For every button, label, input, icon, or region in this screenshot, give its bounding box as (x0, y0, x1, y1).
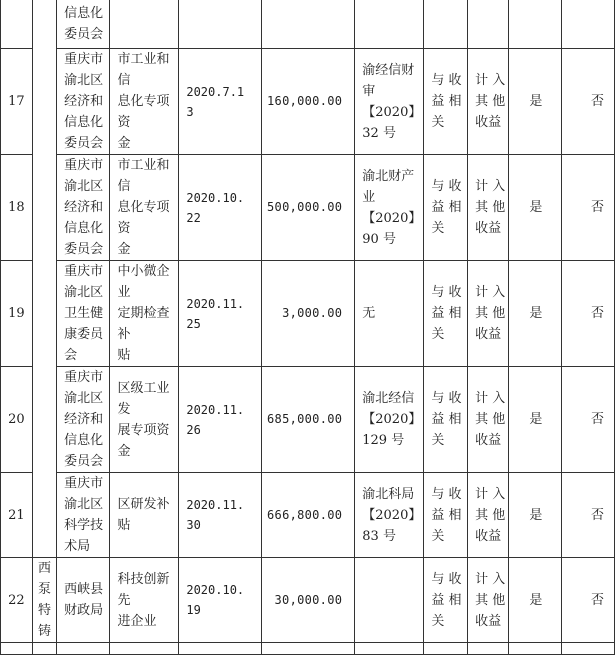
document-cell: 渝北财产 业【2020】 90 号 (355, 155, 424, 261)
department-cell: 信息化 委员会 (57, 0, 110, 49)
yes-cell: 是 (509, 261, 562, 367)
department-cell: 重庆市 渝北区 经济和 信息化 委员会 (57, 49, 110, 155)
no-cell: 否 (562, 473, 615, 558)
item-cell: 区研发补贴 (110, 473, 179, 558)
item-cell (110, 643, 179, 655)
no-cell: 否 (562, 49, 615, 155)
item-cell: 市工业和信 息化专项资 金 (110, 49, 179, 155)
no-cell: 否 (562, 367, 615, 473)
amount-cell (262, 0, 355, 49)
relation-cell: 与 收 益 相 关 (424, 49, 468, 155)
date-cell (179, 643, 262, 655)
row-number-cell: 22 (1, 558, 33, 643)
department-cell: 重庆市 渝北区 科学技 术局 (57, 473, 110, 558)
accounting-cell (468, 0, 509, 49)
yes-cell: 是 (509, 558, 562, 643)
item-cell: 中小微企业 定期检查补 贴 (110, 261, 179, 367)
table-row (1, 0, 615, 49)
document-cell: 渝北科局 【2020】 83 号 (355, 473, 424, 558)
amount-cell: 30,000.00 (262, 558, 355, 643)
no-cell: 否 (562, 261, 615, 367)
department-cell: 西峡县 财政局 (57, 558, 110, 643)
amount-cell: 685,000.00 (262, 367, 355, 473)
accounting-cell: 计 入 其 他 收益 (468, 49, 509, 155)
row-number-cell: 17 (1, 49, 33, 155)
item-cell: 区级工业发 展专项资金 (110, 367, 179, 473)
amount-cell: 500,000.00 (262, 155, 355, 261)
document-cell (355, 0, 424, 49)
accounting-cell: 计 入 其 他 收益 (468, 558, 509, 643)
date-cell: 2020.11. 30 (179, 473, 262, 558)
document-cell: 渝北经信 【2020】 129 号 (355, 367, 424, 473)
accounting-cell: 计 入 其 他 收益 (468, 261, 509, 367)
document-cell: 无 (355, 261, 424, 367)
no-cell (562, 643, 615, 655)
region-cell: 西 泵 特 铸 (32, 558, 56, 643)
date-cell: 2020.11. 25 (179, 261, 262, 367)
accounting-cell: 计 入 其 他 收益 (468, 367, 509, 473)
table-row (1, 558, 615, 643)
relation-cell: 与 收 益 相 关 (424, 261, 468, 367)
yes-cell: 是 (509, 367, 562, 473)
date-cell: 2020.10. 22 (179, 155, 262, 261)
amount-cell: 666,800.00 (262, 473, 355, 558)
relation-cell: 与 收 益 相 关 (424, 558, 468, 643)
table-row (1, 261, 615, 367)
row-number-cell: 19 (1, 261, 33, 367)
accounting-cell: 计 入 其 他 收益 (468, 473, 509, 558)
no-cell (562, 0, 615, 49)
item-cell: 市工业和信 息化专项资 金 (110, 155, 179, 261)
relation-cell: 与 收 益 相 关 (424, 367, 468, 473)
table-row (1, 473, 615, 558)
item-cell: 科技创新先 进企业 (110, 558, 179, 643)
document-cell: 渝经信财 审【2020】 32 号 (355, 49, 424, 155)
table-row (1, 155, 615, 261)
relation-cell: 与 收 益 相 关 (424, 155, 468, 261)
item-cell (110, 0, 179, 49)
date-cell: 2020.7.1 3 (179, 49, 262, 155)
accounting-cell (468, 643, 509, 655)
department-cell (57, 643, 110, 655)
region-cell (32, 0, 56, 558)
document-cell (355, 643, 424, 655)
amount-cell (262, 643, 355, 655)
yes-cell: 是 (509, 49, 562, 155)
row-number-cell (1, 643, 33, 655)
date-cell: 2020.11. 26 (179, 367, 262, 473)
table-row (1, 367, 615, 473)
region-cell (32, 643, 56, 655)
row-number-cell: 18 (1, 155, 33, 261)
accounting-cell: 计 入 其 他 收益 (468, 155, 509, 261)
document-cell (355, 558, 424, 643)
department-cell: 重庆市 渝北区 卫生健 康委员 会 (57, 261, 110, 367)
yes-cell: 是 (509, 155, 562, 261)
table-row (1, 49, 615, 155)
table-row (1, 643, 615, 655)
yes-cell (509, 643, 562, 655)
date-cell: 2020.10. 19 (179, 558, 262, 643)
row-number-cell (1, 0, 33, 49)
row-number-cell: 21 (1, 473, 33, 558)
department-cell: 重庆市 渝北区 经济和 信息化 委员会 (57, 155, 110, 261)
no-cell: 否 (562, 155, 615, 261)
relation-cell: 与 收 益 相 关 (424, 473, 468, 558)
amount-cell: 3,000.00 (262, 261, 355, 367)
amount-cell: 160,000.00 (262, 49, 355, 155)
department-cell: 重庆市 渝北区 经济和 信息化 委员会 (57, 367, 110, 473)
relation-cell (424, 643, 468, 655)
no-cell: 否 (562, 558, 615, 643)
yes-cell (509, 0, 562, 49)
date-cell (179, 0, 262, 49)
row-number-cell: 20 (1, 367, 33, 473)
relation-cell (424, 0, 468, 49)
yes-cell: 是 (509, 473, 562, 558)
